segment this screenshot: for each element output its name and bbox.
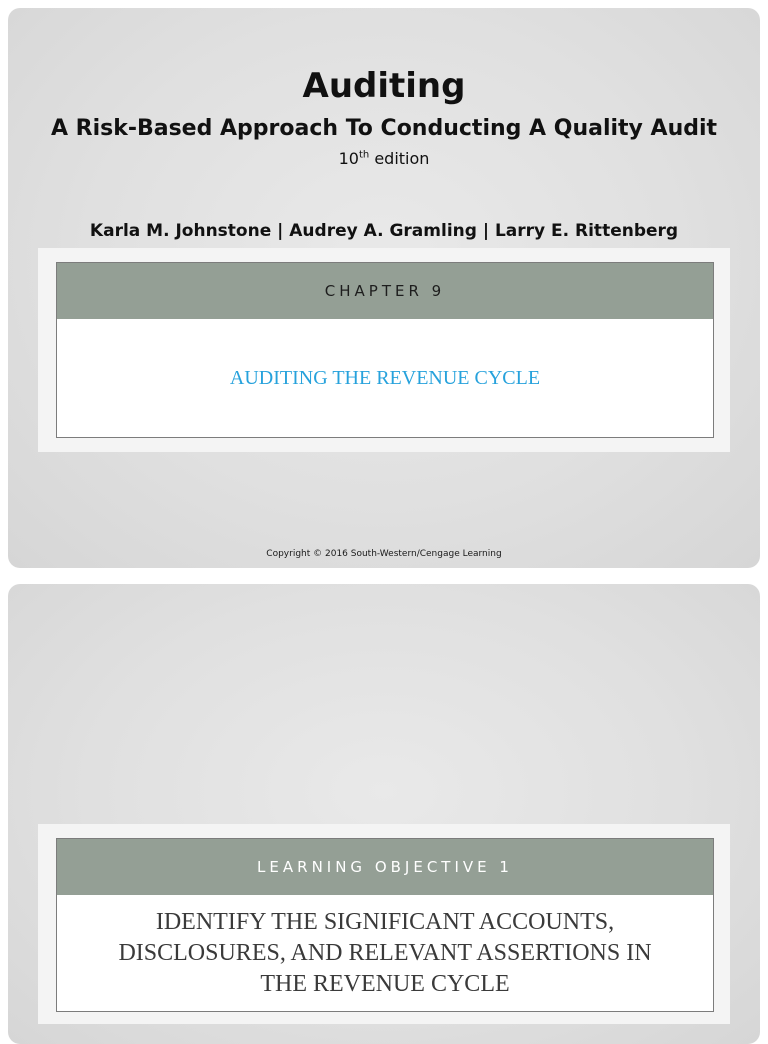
edition-text: edition (374, 149, 430, 168)
chapter-title: AUDITING THE REVENUE CYCLE (229, 366, 541, 389)
edition-number: 10 (338, 149, 359, 168)
book-subtitle: A Risk-Based Approach To Conducting A Quality Audit (50, 116, 718, 141)
chapter-frame (38, 248, 730, 452)
objective-body (57, 895, 713, 1011)
objective-box (56, 838, 714, 1012)
objective-frame (38, 824, 730, 1024)
book-title: Auditing (302, 66, 466, 106)
authors: Karla M. Johnstone | Audrey A. Gramling | Larry E. Rittenberg (89, 221, 679, 241)
objective-line-2: DISCLOSURES, AND RELEVANT ASSERTIONS IN (118, 939, 652, 966)
objective-line-3: THE REVENUE CYCLE (260, 970, 510, 997)
edition-line (8, 149, 760, 168)
objective-line-1: IDENTIFY THE SIGNIFICANT ACCOUNTS, (155, 908, 615, 935)
title-slide (8, 8, 760, 568)
chapter-label: CHAPTER 9 (57, 263, 713, 319)
objective-slide (8, 584, 760, 1044)
edition-suffix: th (358, 149, 370, 161)
objective-text (118, 907, 651, 1000)
copyright: Copyright © 2016 South-Western/Cengage Learning (266, 549, 502, 559)
objective-label: LEARNING OBJECTIVE 1 (57, 839, 713, 895)
chapter-box (56, 262, 714, 438)
chapter-body (57, 319, 713, 437)
